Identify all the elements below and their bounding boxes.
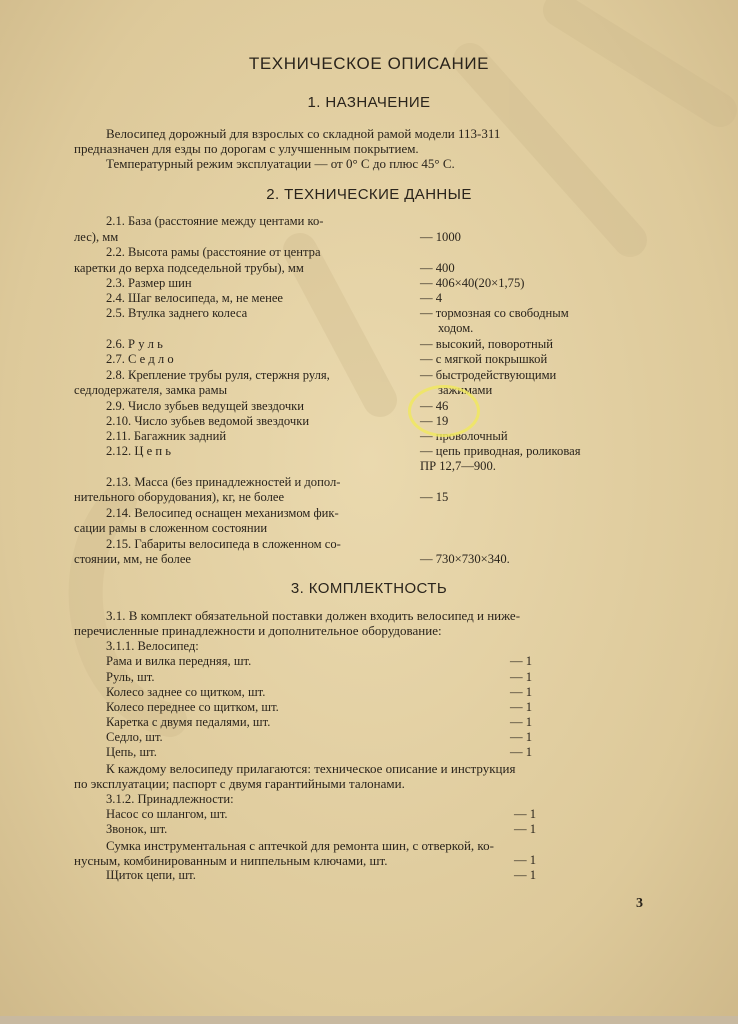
bottom-edge — [0, 1016, 738, 1024]
spec-label: нительного оборудования), кг, не более — [74, 490, 285, 504]
spec-label: 2.4. Шаг велосипеда, м, не менее — [106, 291, 284, 305]
spec-label: 2.15. Габариты велосипеда в сложенном со- — [106, 537, 341, 551]
spec-value: — 15 — [420, 490, 449, 504]
spec-value: — 730×730×340. — [420, 552, 510, 566]
kit-item: Звонок, шт. — [106, 822, 168, 836]
spec-label: 2.10. Число зубьев ведомой звездочки — [106, 414, 310, 428]
sec1-line-2: предназначен для езды по дорогам с улучшенным покрытием. — [74, 141, 419, 156]
sec3-kit-1: Сумка инструментальная с аптечкой для ремонта шин, с отверкой, ко- — [106, 838, 494, 853]
spec-value: зажимами — [438, 383, 493, 397]
sub-heading-bicycle: 3.1.1. Велосипед: — [106, 639, 199, 653]
spec-label: стоянии, мм, не более — [74, 552, 192, 566]
kit-item: Щиток цепи, шт. — [106, 868, 196, 882]
spec-value: — 19 — [420, 414, 449, 428]
spec-value: — 406×40(20×1,75) — [420, 276, 525, 290]
spec-label: 2.1. База (расстояние между центами ко- — [106, 214, 324, 228]
kit-item: Седло, шт. — [106, 730, 163, 744]
kit-item: Каретка с двумя педалями, шт. — [106, 715, 271, 729]
spec-label: 2.8. Крепление трубы руля, стержня руля, — [106, 368, 330, 382]
spec-value: — высокий, поворотный — [420, 337, 553, 351]
spec-label: сации рамы в сложенном состоянии — [74, 521, 268, 535]
spec-value: — проволочный — [420, 429, 508, 443]
spec-label: 2.9. Число зубьев ведущей звездочки — [106, 399, 305, 413]
spec-label: 2.2. Высота рамы (расстояние от центра — [106, 245, 321, 259]
spec-label: седлодержателя, замка рамы — [74, 383, 228, 397]
kit-qty: — 1 — [510, 715, 533, 729]
spec-value: — быстродействующими — [420, 368, 557, 382]
kit-item: Рама и вилка передняя, шт. — [106, 654, 252, 668]
spec-value: ходом. — [438, 321, 474, 335]
sec3-intro-2: перечисленные принадлежности и дополнительное оборудование: — [74, 623, 442, 638]
kit-qty: — 1 — [510, 700, 533, 714]
spec-value: — тормозная со свободным — [420, 306, 569, 320]
spec-label: 2.11. Багажник задний — [106, 429, 227, 443]
spec-value: — 4 — [420, 291, 443, 305]
section-1-heading: 1. НАЗНАЧЕНИЕ — [307, 94, 431, 111]
section-2-heading: 2. ТЕХНИЧЕСКИЕ ДАННЫЕ — [266, 186, 472, 203]
kit-qty: — 1 — [514, 853, 537, 867]
section-3-heading: 3. КОМПЛЕКТНОСТЬ — [290, 580, 448, 597]
spec-value: — 400 — [420, 261, 455, 275]
page-number: 3 — [636, 896, 643, 911]
spec-label: 2.3. Размер шин — [106, 276, 192, 290]
spec-label: каретки до верха подседельной трубы), мм — [74, 261, 304, 275]
spec-label: лес), мм — [74, 230, 119, 244]
kit-qty: — 1 — [510, 730, 533, 744]
kit-qty: — 1 — [514, 807, 537, 821]
spec-value: ПР 12,7—900. — [420, 459, 496, 473]
kit-item: Колесо переднее со щитком, шт. — [106, 700, 279, 714]
kit-item: Насос со шлангом, шт. — [106, 807, 228, 821]
kit-qty: — 1 — [510, 745, 533, 759]
sec3-kit-2: нусным, комбинированным и ниппельным ключами, шт. — [74, 853, 388, 868]
spec-label: 2.14. Велосипед оснащен механизмом фик- — [106, 506, 339, 520]
spec-value: — с мягкой покрышкой — [420, 352, 548, 366]
sec1-line-3: Температурный режим эксплуатации — от 0° С до плюс 45° С. — [106, 156, 455, 171]
kit-qty: — 1 — [510, 670, 533, 684]
spec-label: 2.12. Ц е п ь — [106, 444, 171, 458]
spec-value: — цепь приводная, роликовая — [420, 444, 581, 458]
sec3-note-1: К каждому велосипеду прилагаются: техническое описание и инструкция — [106, 761, 516, 776]
highlight-circle — [408, 385, 480, 437]
document-title: ТЕХНИЧЕСКОЕ ОПИСАНИЕ — [248, 54, 490, 73]
spec-label: 2.6. Р у л ь — [106, 337, 163, 351]
sub-heading-accessories: 3.1.2. Принадлежности: — [106, 792, 234, 806]
kit-item: Колесо заднее со щитком, шт. — [106, 685, 266, 699]
spec-label: 2.5. Втулка заднего колеса — [106, 306, 248, 320]
sec1-line-1: Велосипед дорожный для взрослых со складной рамой модели 113-311 — [106, 126, 501, 141]
spec-value: — 46 — [420, 399, 449, 413]
spec-label: 2.13. Масса (без принадлежностей и допол- — [106, 475, 341, 489]
sec3-intro-1: 3.1. В комплект обязательной поставки должен входить велосипед и ниже- — [106, 608, 521, 623]
kit-qty: — 1 — [514, 822, 537, 836]
sec3-note-2: по эксплуатации; паспорт с двумя гарантийными талонами. — [74, 776, 405, 791]
spec-value: — 1000 — [420, 230, 461, 244]
kit-item: Цепь, шт. — [106, 745, 157, 759]
kit-item: Руль, шт. — [106, 670, 155, 684]
kit-qty: — 1 — [510, 685, 533, 699]
kit-qty: — 1 — [510, 654, 533, 668]
spec-label: 2.7. С е д л о — [106, 352, 174, 366]
kit-qty: — 1 — [514, 868, 537, 882]
